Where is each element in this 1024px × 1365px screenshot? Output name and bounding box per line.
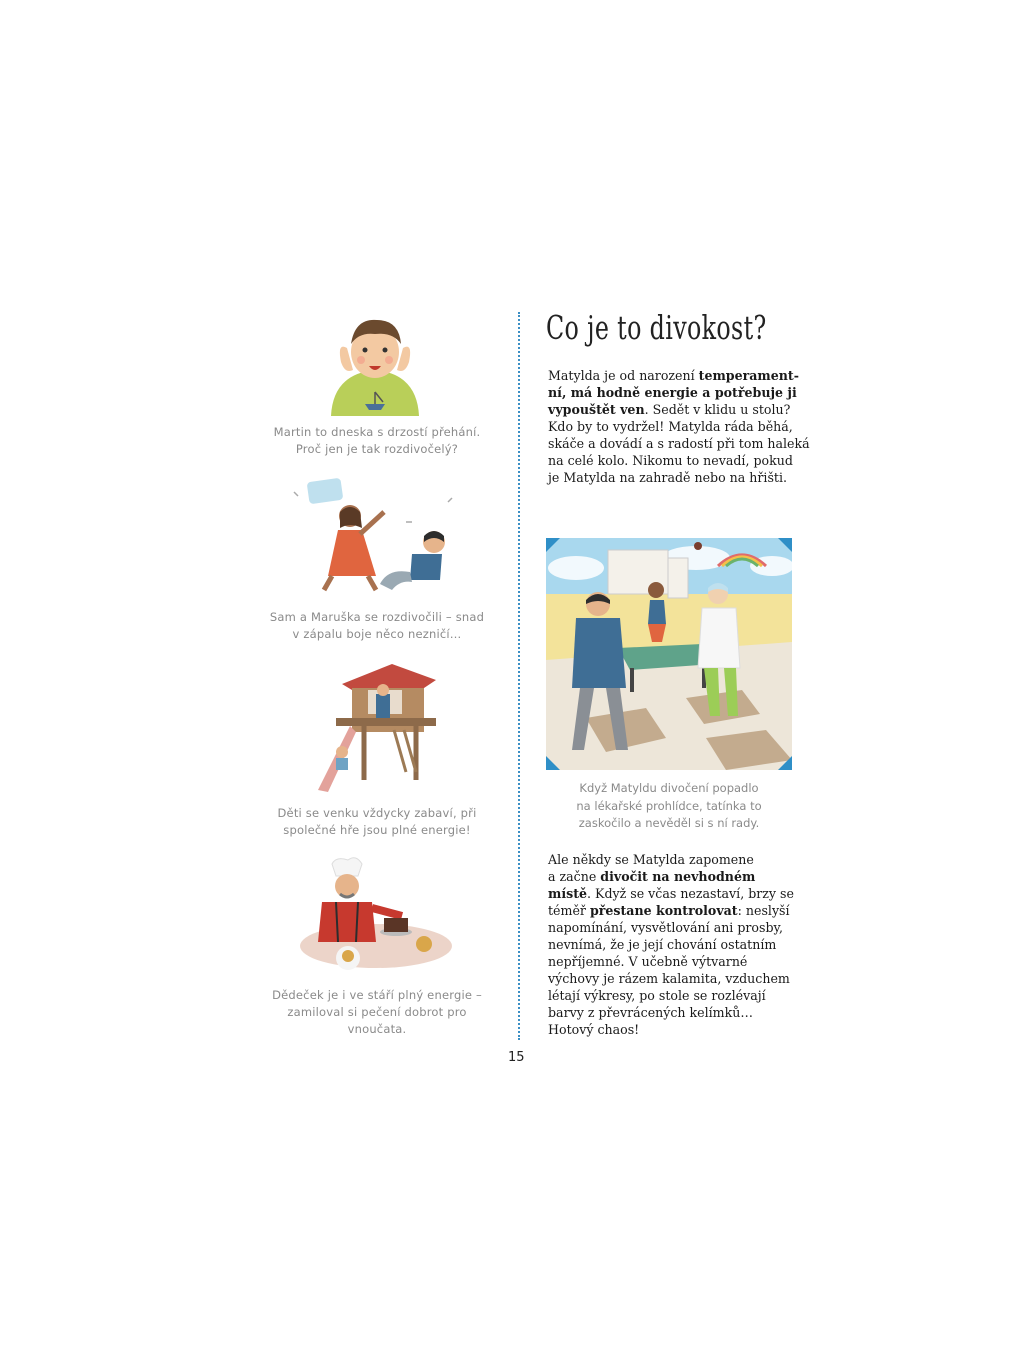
caption-line: vnoučata. (347, 1022, 407, 1036)
body-line-11: Hotový chaos! (548, 1022, 640, 1037)
caption-line: Martin to dneska s drzostí přehání. (273, 425, 481, 439)
caption-outdoor-play (262, 805, 492, 839)
caption-line: zaskočilo a nevěděl si s ní rady. (578, 816, 760, 830)
bold-run: ní, má hodně energie a potřebuje ji (548, 385, 797, 400)
intro-paragraph (548, 367, 810, 486)
caption-line: v zápalu boje něco nezničí… (292, 627, 462, 641)
caption-line: Sam a Maruška se rozdivočili – snad (269, 610, 485, 624)
bold-run: místě (548, 886, 588, 901)
body-line-4 (548, 902, 798, 919)
text-run: téměř (548, 903, 590, 918)
text-run: : neslyší (737, 903, 790, 918)
intro-line-6: na celé kolo. Nikomu to nevadí, pokud (548, 453, 793, 468)
body-line-1: Ale někdy se Matylda zapomene (548, 852, 754, 867)
caption-line: Proč jen je tak rozdivočelý? (295, 442, 459, 456)
caption-martin (262, 424, 492, 458)
caption-grandpa (262, 987, 492, 1038)
caption-sam-maruska (262, 609, 492, 643)
dotted-divider (518, 312, 520, 1040)
intro-line-3 (548, 401, 798, 418)
intro-line-7: je Matylda na zahradě nebo na hřišti. (548, 470, 788, 485)
illustration-sam-maruska (288, 472, 458, 600)
body-line-6: nevnímá, že je její chování ostatním (548, 937, 777, 952)
body-line-2 (548, 868, 798, 885)
illustration-boy-martin (325, 312, 425, 418)
intro-line-1 (548, 367, 798, 384)
body-line-3 (548, 885, 798, 902)
text-run: Matylda je od narození (548, 368, 699, 383)
body-line-9: létají výkresy, po stole se rozlévají (548, 988, 766, 1003)
bold-run: přestane kontrolovat (589, 903, 738, 918)
text-run: . Když se včas nezastaví, brzy se (587, 886, 794, 901)
caption-line: zamiloval si pečení dobrot pro (287, 1005, 467, 1019)
body-line-10: barvy z převrácených kelímků… (548, 1005, 753, 1020)
body-paragraph (548, 851, 798, 1038)
caption-line: Děti se venku vždycky zabaví, při (277, 806, 477, 820)
body-line-5: napomínání, vysvětlování ani prosby, (548, 920, 783, 935)
intro-line-2 (548, 384, 798, 401)
intro-line-4: Kdo by to vydržel! Matylda ráda běhá, (548, 419, 793, 434)
text-run: a začne (548, 869, 601, 884)
page-number: 15 (508, 1050, 525, 1065)
bold-run: temperament- (698, 368, 799, 383)
illustration-doctor-visit (546, 538, 792, 770)
caption-line: na lékařské prohlídce, tatínka to (576, 798, 762, 813)
caption-line: Když Matyldu divočení popadlo (579, 781, 759, 795)
bold-run: vypouštět ven (548, 402, 645, 417)
body-line-7: nepříjemné. V učebně výtvarné (548, 954, 748, 969)
caption-line: společné hře jsou plné energie! (283, 823, 471, 837)
intro-line-5: skáče a dovádí a s radostí při tom haleká (548, 436, 810, 451)
bold-run: divočit na nevhodném (600, 869, 756, 884)
illustration-treehouse (312, 660, 438, 796)
body-line-8: výchovy je rázem kalamita, vzduchem (548, 971, 790, 986)
caption-line: Dědeček je i ve stáří plný energie – (272, 988, 482, 1002)
page-title: Co je to divokost? (546, 308, 767, 347)
illustration-grandpa-baking (296, 856, 454, 976)
text-run: . Sedět v klidu u stolu? (644, 402, 791, 417)
caption-doctor-visit (546, 780, 792, 833)
